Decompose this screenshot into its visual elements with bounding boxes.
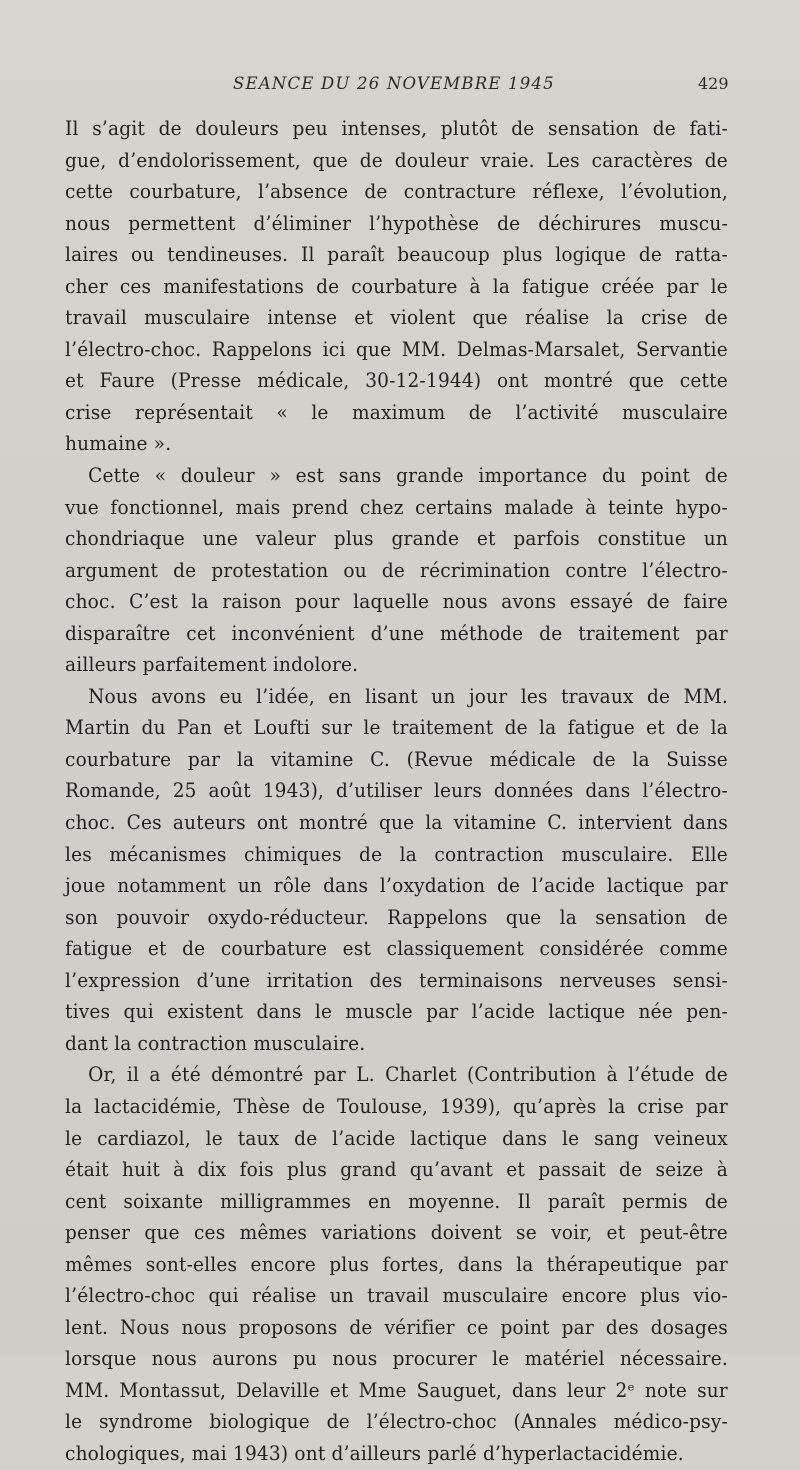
text-line: courbature par la vitamine C. (Revue médicale de la Suisse [65, 747, 728, 771]
text-line: choc. Ces auteurs ont montré que la vitamine C. intervient dans [65, 811, 728, 835]
page-header [0, 74, 800, 104]
text-line: laires ou tendineuses. Il paraît beaucoup plus logique de ratta- [65, 243, 728, 267]
text-line: travail musculaire intense et violent que réalise la crise de [65, 306, 728, 330]
text-line: le syndrome biologique de l’électro-choc (Annales médico-psy- [65, 1410, 728, 1434]
text-line: cent soixante milligrammes en moyenne. Il paraît permis de [65, 1189, 728, 1213]
text-line: chologiques, mai 1943) ont d’ailleurs parlé d’hyperlactacidémie. [65, 1441, 684, 1465]
text-line: l’électro-choc qui réalise un travail musculaire encore plus vio- [65, 1284, 728, 1308]
text-line: humaine ». [65, 432, 172, 456]
text-line: joue notamment un rôle dans l’oxydation de l’acide lactique par [65, 874, 728, 898]
running-title: SEANCE DU 26 NOVEMBRE 1945 [233, 74, 555, 93]
text-line: le cardiazol, le taux de l’acide lactique dans le sang veineux [65, 1126, 728, 1150]
text-line: cette courbature, l’absence de contracture réflexe, l’évolution, [65, 180, 728, 204]
text-line: Romande, 25 août 1943), d’utiliser leurs données dans l’électro- [65, 779, 728, 803]
text-line: ailleurs parfaitement indolore. [65, 653, 359, 677]
text-line: Nous avons eu l’idée, en lisant un jour les travaux de MM. [88, 684, 728, 708]
page-number: 429 [698, 74, 729, 93]
text-line: Or, il a été démontré par L. Charlet (Contribution à l’étude de [88, 1063, 728, 1087]
text-line: dant la contraction musculaire. [65, 1031, 366, 1055]
text-line: la lactacidémie, Thèse de Toulouse, 1939), qu’après la crise par [65, 1094, 728, 1118]
text-line: gue, d’endolorissement, que de douleur vraie. Les caractères de [65, 148, 728, 172]
text-line: disparaître cet inconvénient d’une méthode de traitement par [65, 621, 728, 645]
text-line: cher ces manifestations de courbature à la fatigue créée par le [65, 274, 728, 298]
text-line: son pouvoir oxydo-réducteur. Rappelons que la sensation de [65, 905, 728, 929]
text-line: MM. Montassut, Delaville et Mme Sauguet, dans leur 2ᵉ note sur [65, 1378, 728, 1402]
text-line: chondriaque une valeur plus grande et parfois constitue un [65, 527, 728, 551]
body-text [65, 113, 728, 1470]
text-line: lorsque nous aurons pu nous procurer le matériel nécessaire. [65, 1347, 728, 1371]
text-line: Il s’agit de douleurs peu intenses, plutôt de sensation de fati- [65, 117, 728, 140]
text-line: penser que ces mêmes variations doivent se voir, et peut-être [65, 1221, 728, 1245]
text-line: et Faure (Presse médicale, 30-12-1944) ont montré que cette [65, 369, 728, 393]
text-line: lent. Nous nous proposons de vérifier ce point par des dosages [65, 1315, 728, 1339]
text-line: choc. C’est la raison pour laquelle nous avons essayé de faire [65, 590, 728, 614]
text-line: l’expression d’une irritation des terminaisons nerveuses sensi- [65, 968, 728, 992]
text-line: Cette « douleur » est sans grande importance du point de [88, 464, 728, 488]
text-line: fatigue et de courbature est classiquement considérée comme [65, 937, 728, 961]
text-line: Martin du Pan et Loufti sur le traitement de la fatigue et de la [65, 716, 728, 740]
text-line: crise représentait « le maximum de l’activité musculaire [65, 400, 728, 424]
text-line: mêmes sont-elles encore plus fortes, dans la thérapeutique par [65, 1252, 728, 1276]
text-line: était huit à dix fois plus grand qu’avant et passait de seize à [65, 1158, 728, 1182]
text-line: nous permettent d’éliminer l’hypothèse de déchirures muscu- [65, 211, 728, 235]
text-line: l’électro-choc. Rappelons ici que MM. Delmas-Marsalet, Servantie [65, 337, 728, 361]
text-line: les mécanismes chimiques de la contraction musculaire. Elle [65, 842, 728, 866]
text-line: vue fonctionnel, mais prend chez certains malade à teinte hypo- [65, 495, 728, 519]
text-line: tives qui existent dans le muscle par l’acide lactique née pen- [65, 1000, 728, 1024]
text-line: argument de protestation ou de récrimination contre l’électro- [65, 558, 728, 582]
